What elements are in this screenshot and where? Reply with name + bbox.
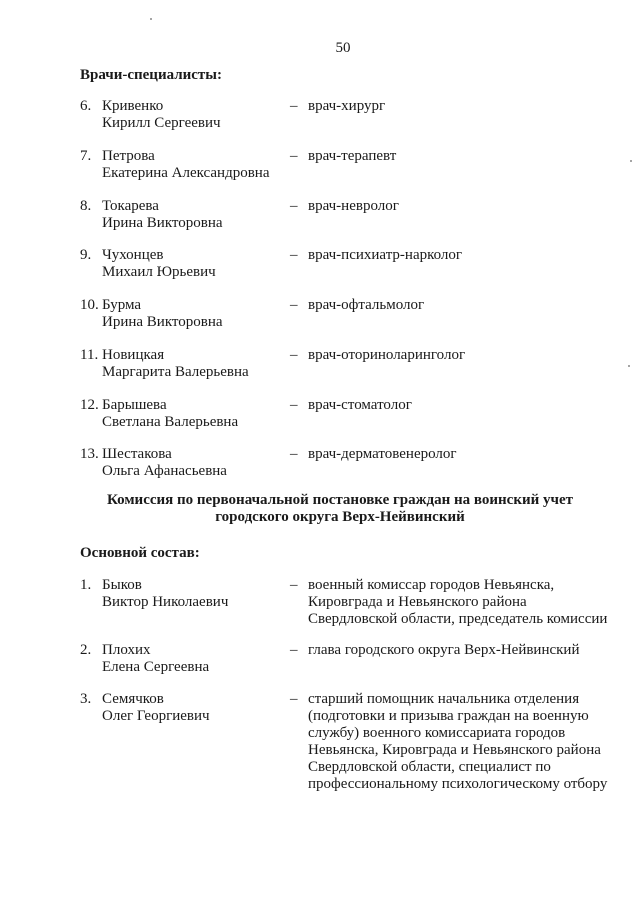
entry-surname: Шестакова xyxy=(102,446,172,462)
entry-name xyxy=(102,297,282,331)
entry-role xyxy=(308,198,618,215)
entry-role-line: врач-оториноларинголог xyxy=(308,347,466,363)
entry-role-line: врач-невролог xyxy=(308,198,399,214)
entry-number: 2. xyxy=(80,642,92,658)
entry-role xyxy=(308,397,618,414)
entry-dash: – xyxy=(290,198,298,214)
entry-role xyxy=(308,297,618,314)
scan-speck xyxy=(630,160,632,162)
entry-role-line: глава городского округа Верх-Нейвинский xyxy=(308,642,580,658)
commission-title-line-2: городского округа Верх-Нейвинский xyxy=(215,509,465,525)
entry-role xyxy=(308,691,618,793)
entry-given-name: Кирилл Сергеевич xyxy=(102,115,221,131)
entry-role xyxy=(308,98,618,115)
entry-number: 1. xyxy=(80,577,92,593)
entry-dash: – xyxy=(290,98,298,114)
scan-speck xyxy=(628,365,630,367)
entry-role-line: врач-офтальмолог xyxy=(308,297,425,313)
entry-role-line: Свердловской области, специалист по xyxy=(308,759,551,775)
entry-name xyxy=(102,397,282,431)
entry-surname: Барышева xyxy=(102,397,167,413)
entry-surname: Бурма xyxy=(102,297,142,313)
entry-number: 8. xyxy=(80,198,92,214)
entry-name xyxy=(102,691,282,725)
entry-role-line: службу) военного комиссариата городов xyxy=(308,725,566,741)
entry-role-line: Кировграда и Невьянского района xyxy=(308,594,527,610)
entry-role-line: врач-психиатр-нарколог xyxy=(308,247,463,263)
entry-given-name: Елена Сергеевна xyxy=(102,659,210,675)
entry-role xyxy=(308,148,618,165)
section-heading-specialists: Врачи-специалисты: xyxy=(80,67,223,83)
entry-surname: Петрова xyxy=(102,148,155,164)
entry-role xyxy=(308,247,618,264)
entry-name xyxy=(102,577,282,611)
entry-role-line: врач-дерматовенеролог xyxy=(308,446,457,462)
entry-given-name: Ирина Викторовна xyxy=(102,314,223,330)
entry-name xyxy=(102,642,282,676)
entry-dash: – xyxy=(290,397,298,413)
entry-given-name: Маргарита Валерьевна xyxy=(102,364,249,380)
page-number: 50 xyxy=(335,40,351,56)
entry-surname: Плохих xyxy=(102,642,151,658)
entry-number: 13. xyxy=(80,446,99,462)
entry-surname: Новицкая xyxy=(102,347,165,363)
entry-name xyxy=(102,247,282,281)
entry-dash: – xyxy=(290,347,298,363)
entry-given-name: Михаил Юрьевич xyxy=(102,264,216,280)
entry-surname: Быков xyxy=(102,577,142,593)
entry-dash: – xyxy=(290,446,298,462)
entry-role xyxy=(308,347,618,364)
entry-role-line: Невьянска, Кировграда и Невьянского района xyxy=(308,742,601,758)
entry-given-name: Ольга Афанасьевна xyxy=(102,463,227,479)
entry-role-line: военный комиссар городов Невьянска, xyxy=(308,577,555,593)
entry-surname: Чухонцев xyxy=(102,247,164,263)
entry-number: 10. xyxy=(80,297,99,313)
entry-name xyxy=(102,198,282,232)
entry-given-name: Екатерина Александровна xyxy=(102,165,270,181)
entry-role-line: Свердловской области, председатель комиссии xyxy=(308,611,608,627)
entry-name xyxy=(102,446,282,480)
entry-role-line: врач-терапевт xyxy=(308,148,397,164)
entry-role xyxy=(308,642,618,659)
entry-role-line: врач-хирург xyxy=(308,98,386,114)
scan-speck xyxy=(150,18,152,20)
commission-title xyxy=(80,492,600,526)
entry-given-name: Ирина Викторовна xyxy=(102,215,223,231)
entry-role xyxy=(308,446,618,463)
entry-dash: – xyxy=(290,297,298,313)
entry-name xyxy=(102,98,282,132)
entry-number: 12. xyxy=(80,397,99,413)
entry-name xyxy=(102,148,282,182)
entry-dash: – xyxy=(290,247,298,263)
entry-number: 7. xyxy=(80,148,92,164)
entry-role-line: (подготовки и призыва граждан на военную xyxy=(308,708,589,724)
entry-role-line: старший помощник начальника отделения xyxy=(308,691,580,707)
entry-name xyxy=(102,347,282,381)
entry-role-line: врач-стоматолог xyxy=(308,397,412,413)
entry-given-name: Олег Георгиевич xyxy=(102,708,210,724)
entry-dash: – xyxy=(290,148,298,164)
entry-dash: – xyxy=(290,577,298,593)
entry-dash: – xyxy=(290,691,298,707)
entry-dash: – xyxy=(290,642,298,658)
entry-number: 6. xyxy=(80,98,92,114)
entry-number: 9. xyxy=(80,247,92,263)
entry-number: 3. xyxy=(80,691,92,707)
entry-surname: Токарева xyxy=(102,198,159,214)
entry-surname: Семячков xyxy=(102,691,164,707)
entry-role-line: профессиональному психологическому отбору xyxy=(308,776,608,792)
entry-given-name: Светлана Валерьевна xyxy=(102,414,239,430)
entry-number: 11. xyxy=(80,347,99,363)
entry-role xyxy=(308,577,618,628)
entry-given-name: Виктор Николаевич xyxy=(102,594,229,610)
section-heading-main: Основной состав: xyxy=(80,545,200,561)
commission-title-line-1: Комиссия по первоначальной постановке граждан на воинский учет xyxy=(107,492,573,508)
entry-surname: Кривенко xyxy=(102,98,164,114)
